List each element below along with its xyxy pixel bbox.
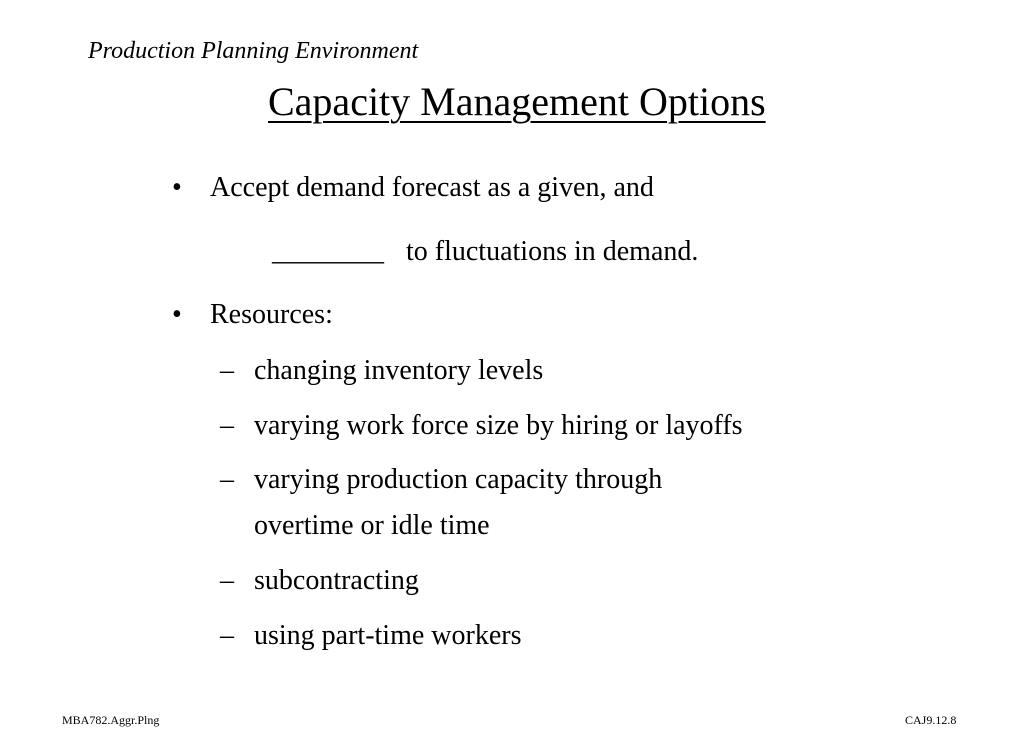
page-title: Capacity Management Options [268,79,766,124]
bullet-mark: • [172,172,182,203]
sub-item-text: subcontracting [254,565,419,596]
sub-item-continuation: overtime or idle time [254,510,490,541]
sub-item-text: varying production capacity through [254,464,663,495]
fill-in-blank: ________ [272,236,384,267]
bullet-mark: • [172,299,182,330]
footer-slide-id: CAJ9.12.8 [905,713,957,727]
dash-mark: – [220,565,234,596]
bullet-text: Resources: [210,299,333,330]
section-title: Production Planning Environment [88,38,419,64]
footer-course-code: MBA782.Aggr.Plng [62,713,160,727]
sub-item-text: varying work force size by hiring or layoffs [254,410,743,441]
bullet-continuation-text: to fluctuations in demand. [406,236,699,267]
sub-item-text: using part-time workers [254,620,522,651]
bullet-text: Accept demand forecast as a given, and [210,172,654,203]
sub-item-text: changing inventory levels [254,355,544,386]
dash-mark: – [220,620,234,651]
dash-mark: – [220,355,234,386]
dash-mark: – [220,464,234,495]
bullet-continuation [272,236,698,268]
dash-mark: – [220,410,234,441]
